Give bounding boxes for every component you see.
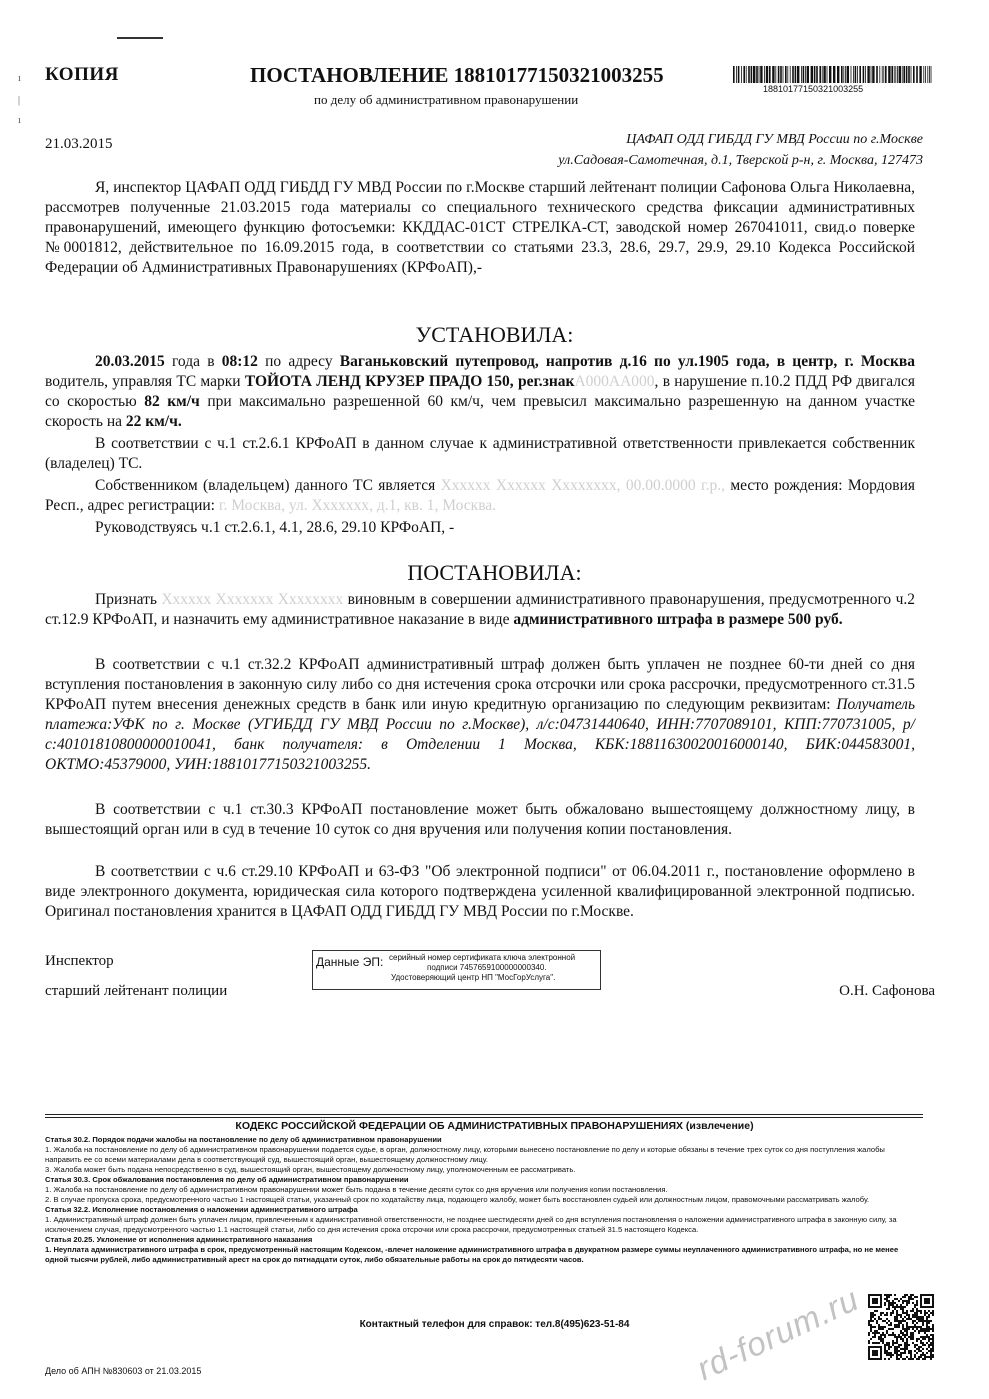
redacted-plate: А000АА000	[574, 373, 655, 390]
redacted-address: г. Москва, ул. Ххххххх, д.1, кв. 1, Москва.	[214, 497, 497, 514]
document-subtitle: по делу об административном правонарушении	[314, 92, 579, 107]
barcode-number: 18810177150321003255	[763, 84, 864, 94]
margin-mark: ı	[18, 73, 21, 84]
contact-phone: Контактный телефон для справок: тел.8(495)623-51-84	[359, 1319, 630, 1330]
liability-paragraph: В соответствии с ч.1 ст.2.6.1 КРФоАП в данном случае к административной ответственности привлекается собственник (владелец) ТС.	[45, 435, 915, 472]
article-text: 1. Неуплата административного штрафа в срок, предусмотренный настоящим Кодексом, -влечет наложение административного штрафа в двукратном размере суммы неуплаченного административного штрафа, но не менее одной тысячи рублей, либо административный арест на срок до пятнадцати суток, либо обязательные работы на срок до пятидесяти часов.	[45, 1245, 899, 1264]
article-heading: Статья 30.2. Порядок подачи жалобы на постановление по делу об административном правонарушении	[45, 1135, 442, 1144]
recorded-speed: 82 км/ч	[144, 393, 200, 410]
fine-amount: административного штрафа в размере 500 руб.	[513, 611, 843, 628]
section-heading-established: УСТАНОВИЛА:	[415, 322, 574, 347]
scan-mark	[117, 37, 163, 39]
copy-label: КОПИЯ	[45, 64, 119, 85]
margin-mark: |	[18, 95, 21, 106]
article-text: 1. Жалоба на постановление по делу об административном правонарушении может быть подана в течение десяти суток со дня вручения или получения копии постановления.	[45, 1185, 668, 1194]
article-heading: Статья 32.2. Исполнение постановления о наложении административного штрафа	[45, 1205, 358, 1214]
inspector-name: О.Н. Сафонова	[839, 983, 935, 999]
violation-paragraph: 20.03.2015 года в 08:12 по адресу Ваганьковский путепровод, напротив д.16 по ул.1905 года, в центр, г. Москва водитель, управляя ТС марки ТОЙОТА ЛЕНД КРУЗЕР ПРАДО 150, рег.знакА000АА000, в нарушение п.10.2 ПДД РФ двигался со скоростью 82 км/ч при максимально разрешенной 60 км/ч, чем превысил максимально разрешенную на данном участке скорость на 22 км/ч.	[45, 353, 915, 430]
margin-mark: ı	[18, 115, 21, 126]
department-name: ЦАФАП ОДД ГИБДД ГУ МВД России по г.Москве	[626, 132, 923, 147]
section-heading-decided: ПОСТАНОВИЛА:	[407, 560, 582, 585]
speed-excess: 22 км/ч.	[125, 413, 182, 430]
article-text: 1. Жалоба на постановление по делу об административном правонарушении подается судье, в орган, должностному лицу, которыми вынесено постановление по делу и которые обязаны в течение трех суток со дня поступления жалобы направить ее со всеми материалами дела в соответствующий суд, вышестоящий орган, вышестоящему должностному лицу.	[45, 1145, 885, 1164]
article-heading: Статья 20.25. Уклонение от исполнения административного наказания	[45, 1235, 313, 1244]
ep-details: серийный номер сертификата ключа электронной подписи 7457659100000000340. Удостоверяющий центр НП "МосГорУслуга".	[389, 953, 576, 982]
violation-address: Ваганьковский путепровод, напротив д.16 по ул.1905 года, в центр, г. Москва	[339, 353, 915, 370]
violation-date: 20.03.2015	[95, 353, 165, 370]
divider	[45, 1114, 923, 1115]
payment-paragraph: В соответствии с ч.1 ст.32.2 КРФоАП административный штраф должен быть уплачен не позднее 60-ти дней со дня вступления постановления в законную силу либо со дня истечения срока отсрочки или срока рассрочки, предусмотренного ст.31.5 КРФоАП путем внесения денежных средств в банк или иную кредитную организацию по следующим реквизитам: Получатель платежа:УФК по г. Москве (УГИБДД ГУ МВД России по г.Москве), л/с:04731440640, ИНН:7707089101, КПП:770731005, р/с:40101810800000010041, банк получателя: в Отделении 1 Москва, КБК:18811630020016000140, БИК:044583001, ОКТМО:45379000, УИН:18810177150321003255.	[45, 656, 915, 773]
law-extract	[45, 1135, 921, 1265]
barcode-icon	[733, 66, 933, 83]
qr-code-icon	[868, 1294, 934, 1360]
signature-law-paragraph: В соответствии с ч.6 ст.29.10 КРФоАП и 63-ФЗ "Об электронной подписи" от 06.04.2011 г., постановление оформлено в виде электронного документа, юридическая сила которого подтверждена усиленной квалифицированной электронной подписью. Оригинал постановления хранится в ЦАФАП ОДД ГИБДД ГУ МВД России по г.Москве.	[45, 863, 915, 920]
owner-paragraph: Собственником (владельцем) данного ТС является Хххххх Хххххх Хххххххх, 00.00.0000 г.р., место рождения: Мордовия Респ., адрес регистрации: г. Москва, ул. Ххххххх, д.1, кв. 1, Москва.	[45, 477, 915, 514]
payment-requisites: Получатель платежа:УФК по г. Москве (УГИБДД ГУ МВД России по г.Москве), л/с:04731440640, ИНН:7707089101, КПП:770731005, р/с:40101810800000010041, банк получателя: в Отделении 1 Москва, КБК:18811630020016000140, БИК:044583001, ОКТМО:45379000, УИН:18810177150321003255.	[45, 696, 915, 773]
violation-time: 08:12	[221, 353, 258, 370]
electronic-signature-box	[312, 950, 601, 990]
article-text: 2. В случае пропуска срока, предусмотренного частью 1 настоящей статьи, указанный срок по ходатайству лица, подающего жалобу, может быть восстановлен судьей или должностным лицом, правомочными рассматривать жалобу.	[45, 1195, 870, 1204]
document-title: ПОСТАНОВЛЕНИЕ 18810177150321003255	[250, 63, 664, 87]
redacted-owner: Хххххх Хххххх Хххххххх, 00.00.0000 г.р.,	[435, 477, 731, 494]
verdict-paragraph: Признать Хххххх Ххххххх Хххххххх виновным в совершении административного правонарушения, предусмотренного ч.2 ст.12.9 КРФоАП, и назначить ему административное наказание в виде административного штрафа в размере 500 руб.	[45, 591, 915, 628]
article-text: 1. Административный штраф должен быть уплачен лицом, привлеченным к административной ответственности, не позднее шестидесяти дней со дня вступления постановления о наложении административного штрафа в законную силу, за исключением случая, предусмотренного частью 1.1 настоящей статьи, либо со дня истечения срока отсрочки или срока рассрочки, предусмотренных статьей 31.5 настоящего Кодекса.	[45, 1215, 897, 1234]
department-address	[558, 129, 923, 171]
redacted-name: Хххххх Ххххххх Хххххххх	[156, 591, 348, 608]
guidance-paragraph: Руководствуясь ч.1 ст.2.6.1, 4.1, 28.6, 29.10 КРФоАП, -	[95, 519, 455, 536]
intro-paragraph: Я, инспектор ЦАФАП ОДД ГИБДД ГУ МВД России по г.Москве старший лейтенант полиции Сафонова Ольга Николаевна, рассмотрев полученные 21.03.2015 года материалы со специального технического средства фиксации административных правонарушений, имеющего функцию фотосъемки: ККДДАС-01СТ СТРЕЛКА-СТ, заводской номер 267041011, свид.о поверке №0001812, действительное по 16.09.2015 года, в соответствии со статьями 23.3, 28.6, 29.7, 29.9, 29.10 Кодекса Российской Федерации об Административных Правонарушениях (КРФоАП),-	[45, 179, 915, 276]
divider	[45, 1117, 923, 1118]
appeal-paragraph: В соответствии с ч.1 ст.30.3 КРФоАП постановление может быть обжаловано вышестоящему должностному лицу, в вышестоящий орган или в суд в течение 10 суток со дня вручения или получения копии постановления.	[45, 801, 915, 838]
vehicle-model: ТОЙОТА ЛЕНД КРУЗЕР ПРАДО 150, рег.знак	[244, 373, 575, 390]
case-reference: Дело об АПН №830603 от 21.03.2015	[45, 1366, 202, 1376]
article-text: 3. Жалоба может быть подана непосредственно в суд, вышестоящий орган, вышестоящему должностному лицу, уполномоченным ее рассматривать.	[45, 1165, 576, 1174]
inspector-label: Инспектор	[45, 953, 114, 969]
department-street: ул.Садовая-Самотечная, д.1, Тверской р-н, г. Москва, 127473	[558, 153, 923, 168]
law-extract-title: КОДЕКС РОССИЙСКОЙ ФЕДЕРАЦИИ ОБ АДМИНИСТРАТИВНЫХ ПРАВОНАРУШЕНИЯХ (извлечение)	[235, 1120, 754, 1132]
ep-label: Данные ЭП:	[316, 955, 384, 969]
article-heading: Статья 30.3. Срок обжалования постановления по делу об административном правонарушении	[45, 1175, 409, 1184]
forum-watermark: rd-forum.ru	[690, 1279, 865, 1388]
inspector-rank: старший лейтенант полиции	[45, 983, 228, 999]
issue-date: 21.03.2015	[45, 136, 113, 152]
